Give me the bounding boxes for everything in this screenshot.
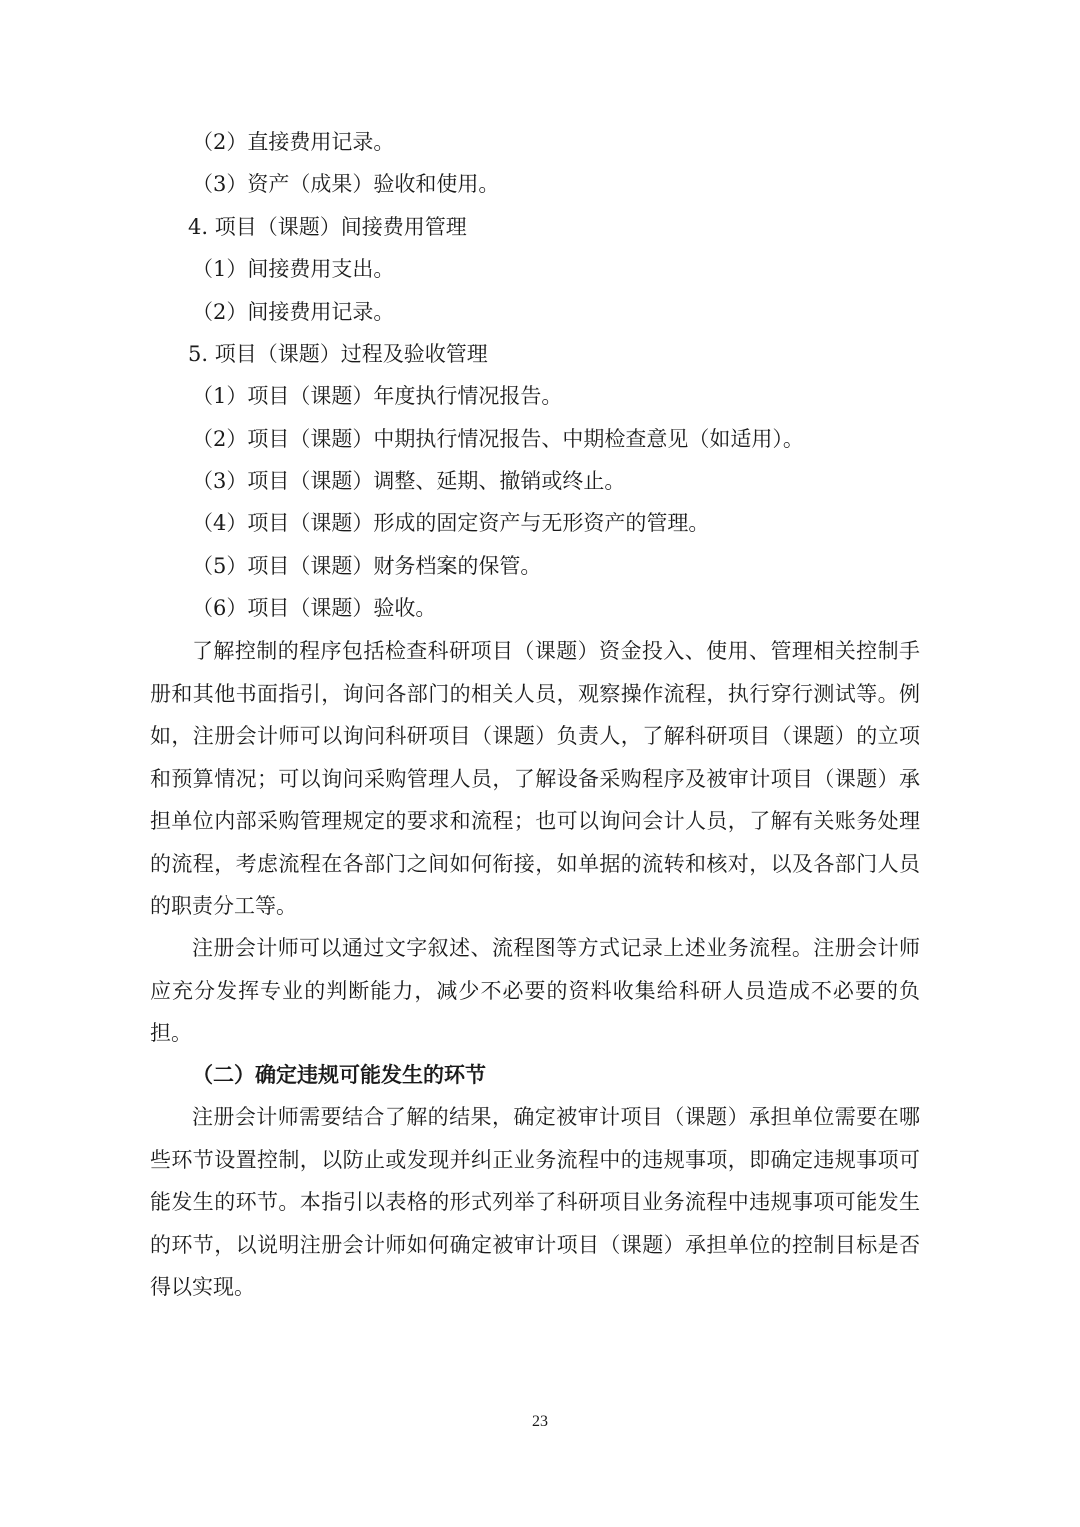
list-item: （3）资产（成果）验收和使用。 — [192, 172, 500, 196]
list-item: （6）项目（课题）验收。 — [192, 596, 437, 620]
subsection-heading: （二）确定违规可能发生的环节 — [192, 1062, 486, 1087]
list-item: （2）间接费用记录。 — [192, 300, 395, 324]
paragraph: 了解控制的程序包括检查科研项目（课题）资金投入、使用、管理相关控制手册和其他书面指引，询问各部门的相关人员，观察操作流程，执行穿行测试等。例如，注册会计师可以询问科研项目（课题）负责人，了解科研项目（课题）的立项和预算情况；可以询问采购管理人员，了解设备采购程序及被审计项目（课题）承担单位内部采购管理规定的要求和流程；也可以询问会计人员，了解有关账务处理的流程，考虑流程在各部门之间如何衔接，如单据的流转和核对，以及各部门人员的职责分工等。 — [150, 639, 920, 918]
section-heading: 5. 项目（课题）过程及验收管理 — [188, 342, 488, 366]
list-item: （1）项目（课题）年度执行情况报告。 — [192, 384, 563, 408]
paragraph: 注册会计师需要结合了解的结果，确定被审计项目（课题）承担单位需要在哪些环节设置控制，以防止或发现并纠正业务流程中的违规事项，即确定违规事项可能发生的环节。本指引以表格的形式列举了科研项目业务流程中违规事项可能发生的环节，以说明注册会计师如何确定被审计项目（课题）承担单位的控制目标是否得以实现。 — [150, 1105, 920, 1299]
list-item: （1）间接费用支出。 — [192, 257, 395, 281]
paragraph: 注册会计师可以通过文字叙述、流程图等方式记录上述业务流程。注册会计师应充分发挥专业的判断能力，减少不必要的资料收集给科研人员造成不必要的负担。 — [150, 936, 920, 1045]
list-item: （3）项目（课题）调整、延期、撤销或终止。 — [192, 469, 626, 493]
page-number: 23 — [532, 1413, 548, 1430]
section-heading: 4. 项目（课题）间接费用管理 — [188, 215, 467, 239]
list-item: （2）项目（课题）中期执行情况报告、中期检查意见（如适用）。 — [192, 427, 804, 451]
list-item: （2）直接费用记录。 — [192, 130, 395, 154]
list-item: （4）项目（课题）形成的固定资产与无形资产的管理。 — [192, 511, 710, 535]
list-item: （5）项目（课题）财务档案的保管。 — [192, 554, 542, 578]
